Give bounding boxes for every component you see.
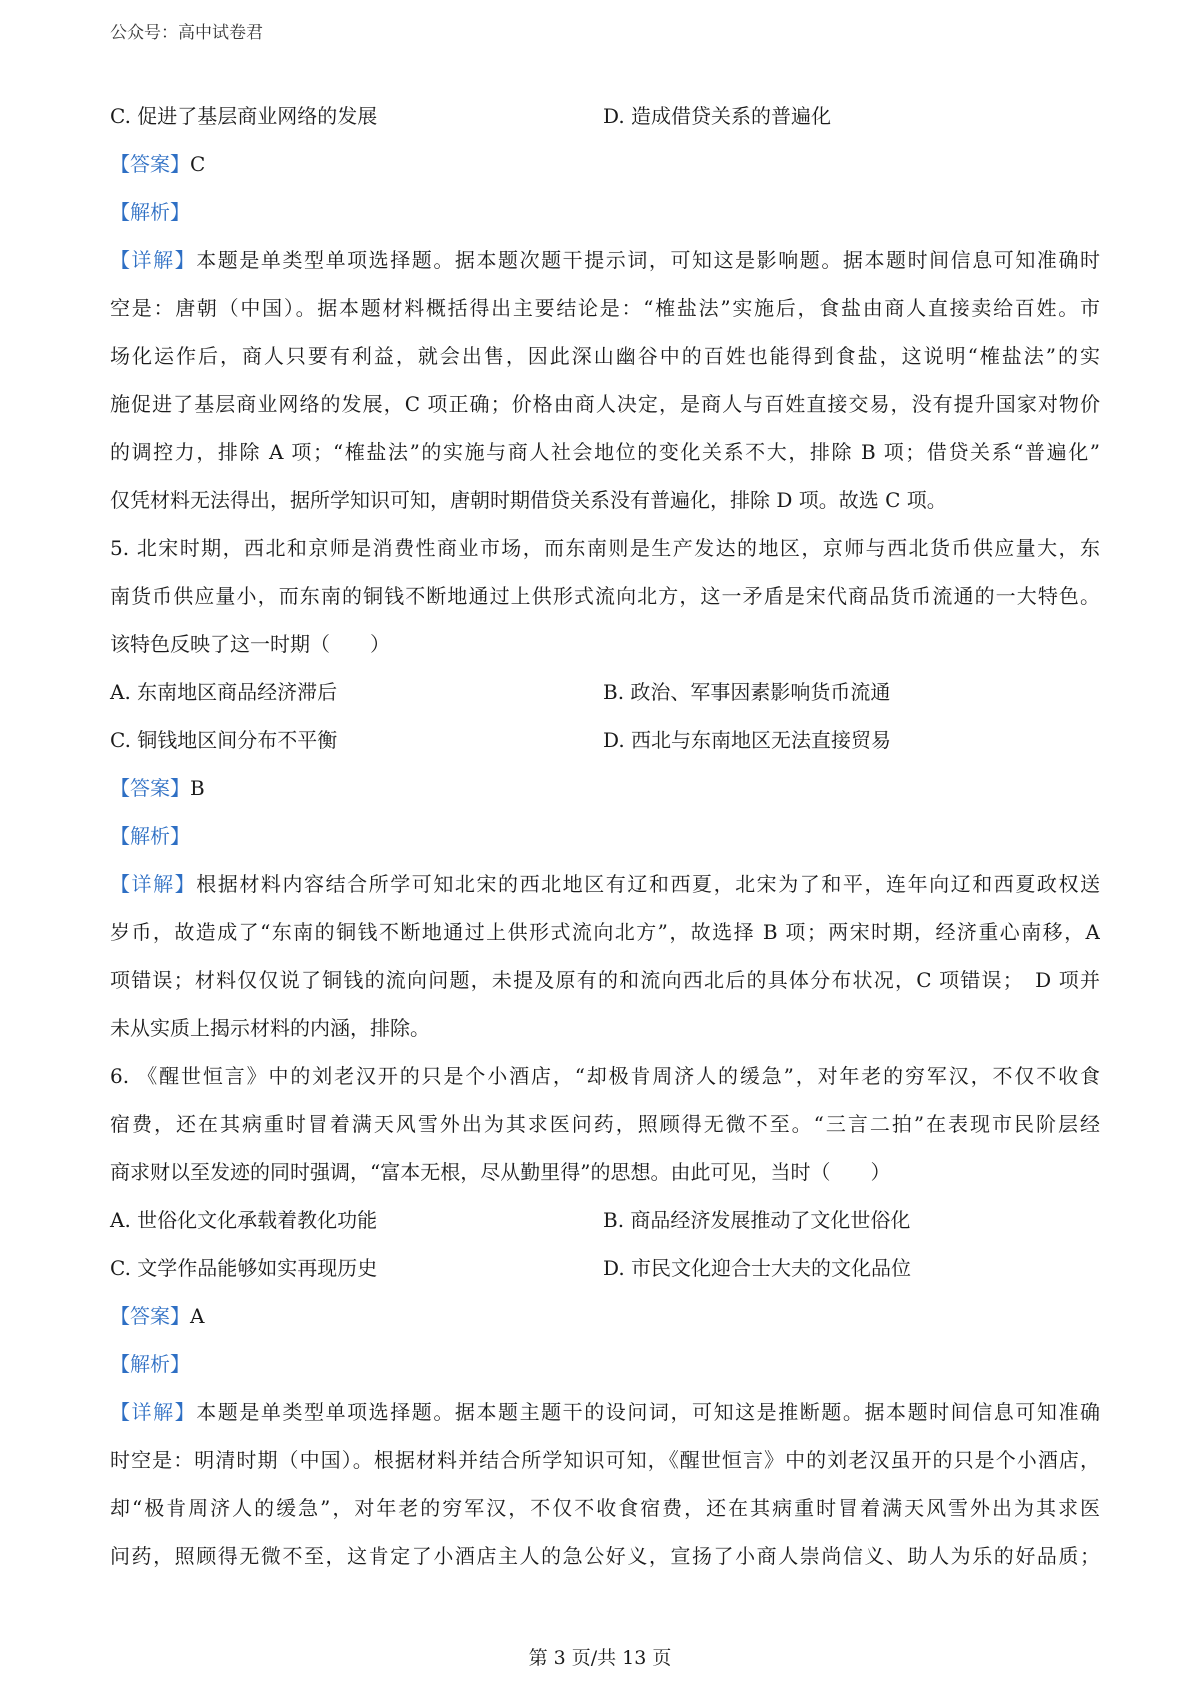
q6-stem-line: 6. 《醒世恒言》中的刘老汉开的只是个小酒店，“却极肯周济人的缓急”，对年老的穷军汉，不仅不收食 (110, 1064, 1100, 1088)
q5-option-c: C. 铜钱地区间分布不平衡 (110, 728, 338, 752)
q5-stem-line: 5. 北宋时期，西北和京师是消费性商业市场，而东南则是生产发达的地区，京师与西北货币供应量大，东 (110, 536, 1100, 560)
q5-detail-line: 未从实质上揭示材料的内涵，排除。 (110, 1016, 430, 1040)
q5-stem-line: 南货币供应量小，而东南的铜钱不断地通过上供形式流向北方，这一矛盾是宋代商品货币流通的一大特色。 (110, 584, 1100, 608)
q4-analysis-heading (110, 188, 1100, 236)
q4-options-row (110, 92, 1100, 140)
q5-detail-line: 项错误；材料仅仅说了铜钱的流向问题，未提及原有的和流向西北后的具体分布状况，C 项错误； D 项并 (110, 968, 1100, 992)
q4-detail-line: 空是：唐朝（中国）。据本题材料概括得出主要结论是：“榷盐法”实施后，食盐由商人直接卖给百姓。市 (110, 296, 1100, 320)
q5-options-row (110, 716, 1100, 764)
q4-detail-line: 仅凭材料无法得出，据所学知识可知，唐朝时期借贷关系没有普遍化，排除 D 项。故选 C 项。 (110, 488, 947, 512)
q6-stem-line: 商求财以至发迹的同时强调，“富本无根，尽从勤里得”的思想。由此可见，当时（ ） (110, 1160, 891, 1184)
q6-detail-line (110, 1388, 1100, 1436)
q6-option-c: C. 文学作品能够如实再现历史 (110, 1256, 378, 1280)
q4-detail-line: 的调控力，排除 A 项；“榷盐法”的实施与商人社会地位的变化关系不大，排除 B 项；借贷关系“普遍化” (110, 440, 1100, 464)
detail-text: 根据材料内容结合所学可知北宋的西北地区有辽和西夏，北宋为了和平，连年向辽和西夏政权送 (196, 872, 1100, 896)
detail-label: 【详解】 (110, 872, 197, 896)
q4-detail-line (110, 236, 1100, 284)
detail-label: 【详解】 (110, 248, 197, 272)
q6-option-d: D. 市民文化迎合士大夫的文化品位 (603, 1256, 912, 1280)
q6-options-row (110, 1244, 1100, 1292)
answer-value: B (190, 776, 205, 800)
q5-detail-line: 岁币，故造成了“东南的铜钱不断地通过上供形式流向北方”，故选择 B 项；两宋时期，经济重心南移，A (110, 920, 1100, 944)
q6-analysis-heading (110, 1340, 1100, 1388)
q4-option-d: D. 造成借贷关系的普遍化 (603, 104, 832, 128)
q6-answer (110, 1292, 1100, 1340)
analysis-label: 【解析】 (110, 200, 190, 224)
analysis-label: 【解析】 (110, 824, 190, 848)
detail-label: 【详解】 (110, 1400, 197, 1424)
q4-option-c: C. 促进了基层商业网络的发展 (110, 104, 378, 128)
q6-stem-line: 宿费，还在其病重时冒着满天风雪外出为其求医问药，照顾得无微不至。“三言二拍”在表现市民阶层经 (110, 1112, 1100, 1136)
q5-options-row (110, 668, 1100, 716)
q6-detail-line: 问药，照顾得无微不至，这肯定了小酒店主人的急公好义，宣扬了小商人崇尚信义、助人为乐的好品质； (110, 1544, 1100, 1568)
answer-label: 【答案】 (110, 776, 190, 800)
answer-value: C (190, 152, 206, 176)
header-account: 公众号：高中试卷君 (110, 23, 263, 43)
detail-text: 本题是单类型单项选择题。据本题主题干的设问词，可知这是推断题。据本题时间信息可知准确 (196, 1400, 1100, 1424)
q6-option-a: A. 世俗化文化承载着教化功能 (110, 1208, 378, 1232)
q6-options-row (110, 1196, 1100, 1244)
detail-text: 本题是单类型单项选择题。据本题次题干提示词，可知这是影响题。据本题时间信息可知准确时 (196, 248, 1100, 272)
q6-option-b: B. 商品经济发展推动了文化世俗化 (603, 1208, 911, 1232)
answer-value: A (190, 1304, 205, 1328)
answer-label: 【答案】 (110, 152, 190, 176)
q4-detail-line: 施促进了基层商业网络的发展，C 项正确；价格由商人决定，是商人与百姓直接交易，没有提升国家对物价 (110, 392, 1100, 416)
q6-detail-line: 却“极肯周济人的缓急”，对年老的穷军汉，不仅不收食宿费，还在其病重时冒着满天风雪外出为其求医 (110, 1496, 1100, 1520)
q5-answer (110, 764, 1100, 812)
q5-detail-line (110, 860, 1100, 908)
q4-detail-line: 场化运作后，商人只要有利益，就会出售，因此深山幽谷中的百姓也能得到食盐，这说明“榷盐法”的实 (110, 344, 1100, 368)
q5-option-a: A. 东南地区商品经济滞后 (110, 680, 338, 704)
q4-answer (110, 140, 1100, 188)
q5-stem-line: 该特色反映了这一时期（ ） (110, 632, 390, 656)
answer-label: 【答案】 (110, 1304, 190, 1328)
q5-option-b: B. 政治、军事因素影响货币流通 (603, 680, 891, 704)
q6-detail-line: 时空是：明清时期（中国）。根据材料并结合所学知识可知，《醒世恒言》中的刘老汉虽开的只是个小酒店， (110, 1448, 1100, 1472)
analysis-label: 【解析】 (110, 1352, 190, 1376)
q5-option-d: D. 西北与东南地区无法直接贸易 (603, 728, 892, 752)
page-number: 第 3 页/共 13 页 (528, 1647, 672, 1669)
document-body (110, 92, 1100, 1580)
q5-analysis-heading (110, 812, 1100, 860)
